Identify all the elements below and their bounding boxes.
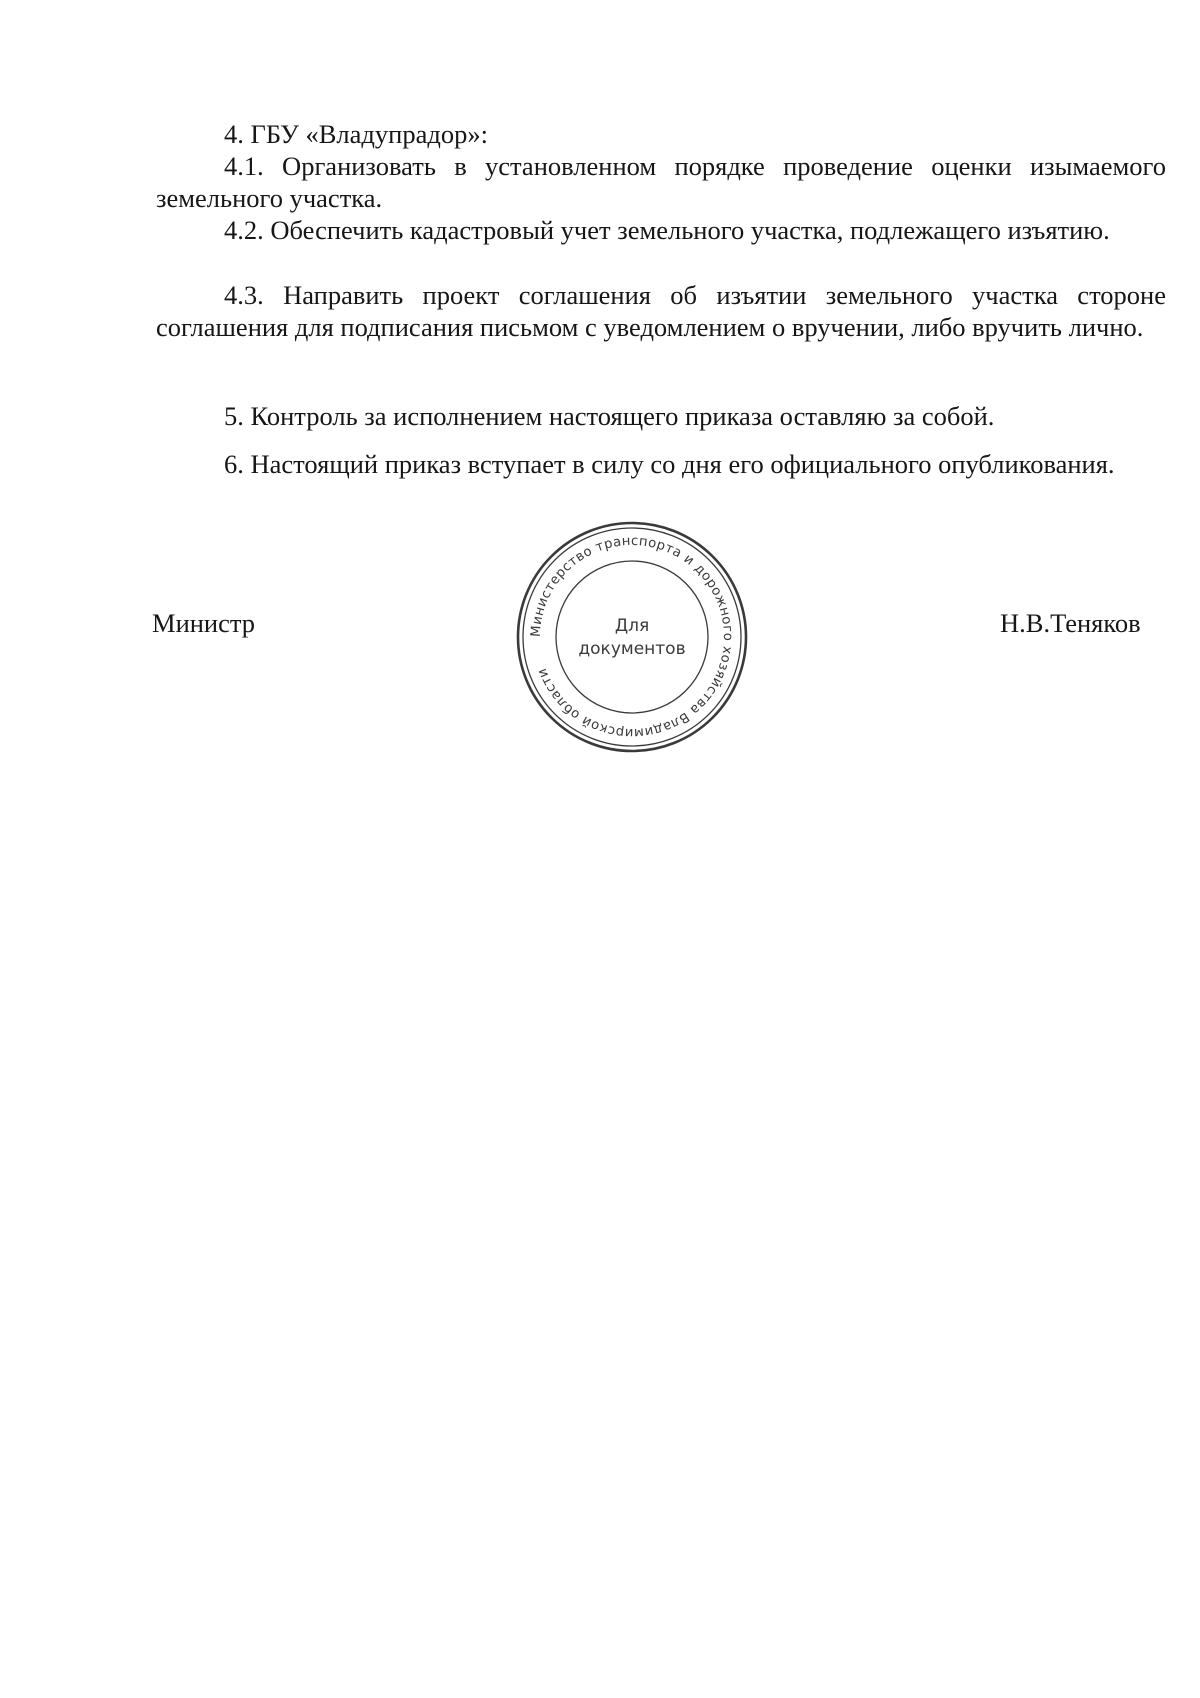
stamp-center-line-1: Для — [614, 616, 650, 636]
paragraph-6: 6. Настоящий приказ вступает в силу со дня его официального опубликования. — [224, 449, 1115, 479]
signatory-title: Министр — [152, 608, 256, 638]
paragraph-5: 5. Контроль за исполнением настоящего приказа оставляю за собой. — [224, 401, 995, 431]
stamp-ring-text: Министерство транспорта и дорожного хозяйства Владимирской области — [528, 533, 736, 741]
stamp-center-line-2: документов — [578, 639, 686, 659]
paragraph-4: 4. ГБУ «Владупрадор»: — [224, 119, 488, 149]
paragraph-4-1: 4.1. Организовать в установленном порядке проведение оценки изымаемого земельного участка. — [156, 151, 1166, 213]
signatory-name: Н.В.Теняков — [1000, 608, 1141, 638]
official-stamp — [513, 518, 751, 756]
paragraph-4-2: 4.2. Обеспечить кадастровый учет земельного участка, подлежащего изъятию. — [224, 215, 1110, 245]
paragraph-4-3: 4.3. Направить проект соглашения об изъятии земельного участка стороне соглашения для подписания письмом с уведомлением о вручении, либо вручить лично. — [156, 280, 1166, 342]
